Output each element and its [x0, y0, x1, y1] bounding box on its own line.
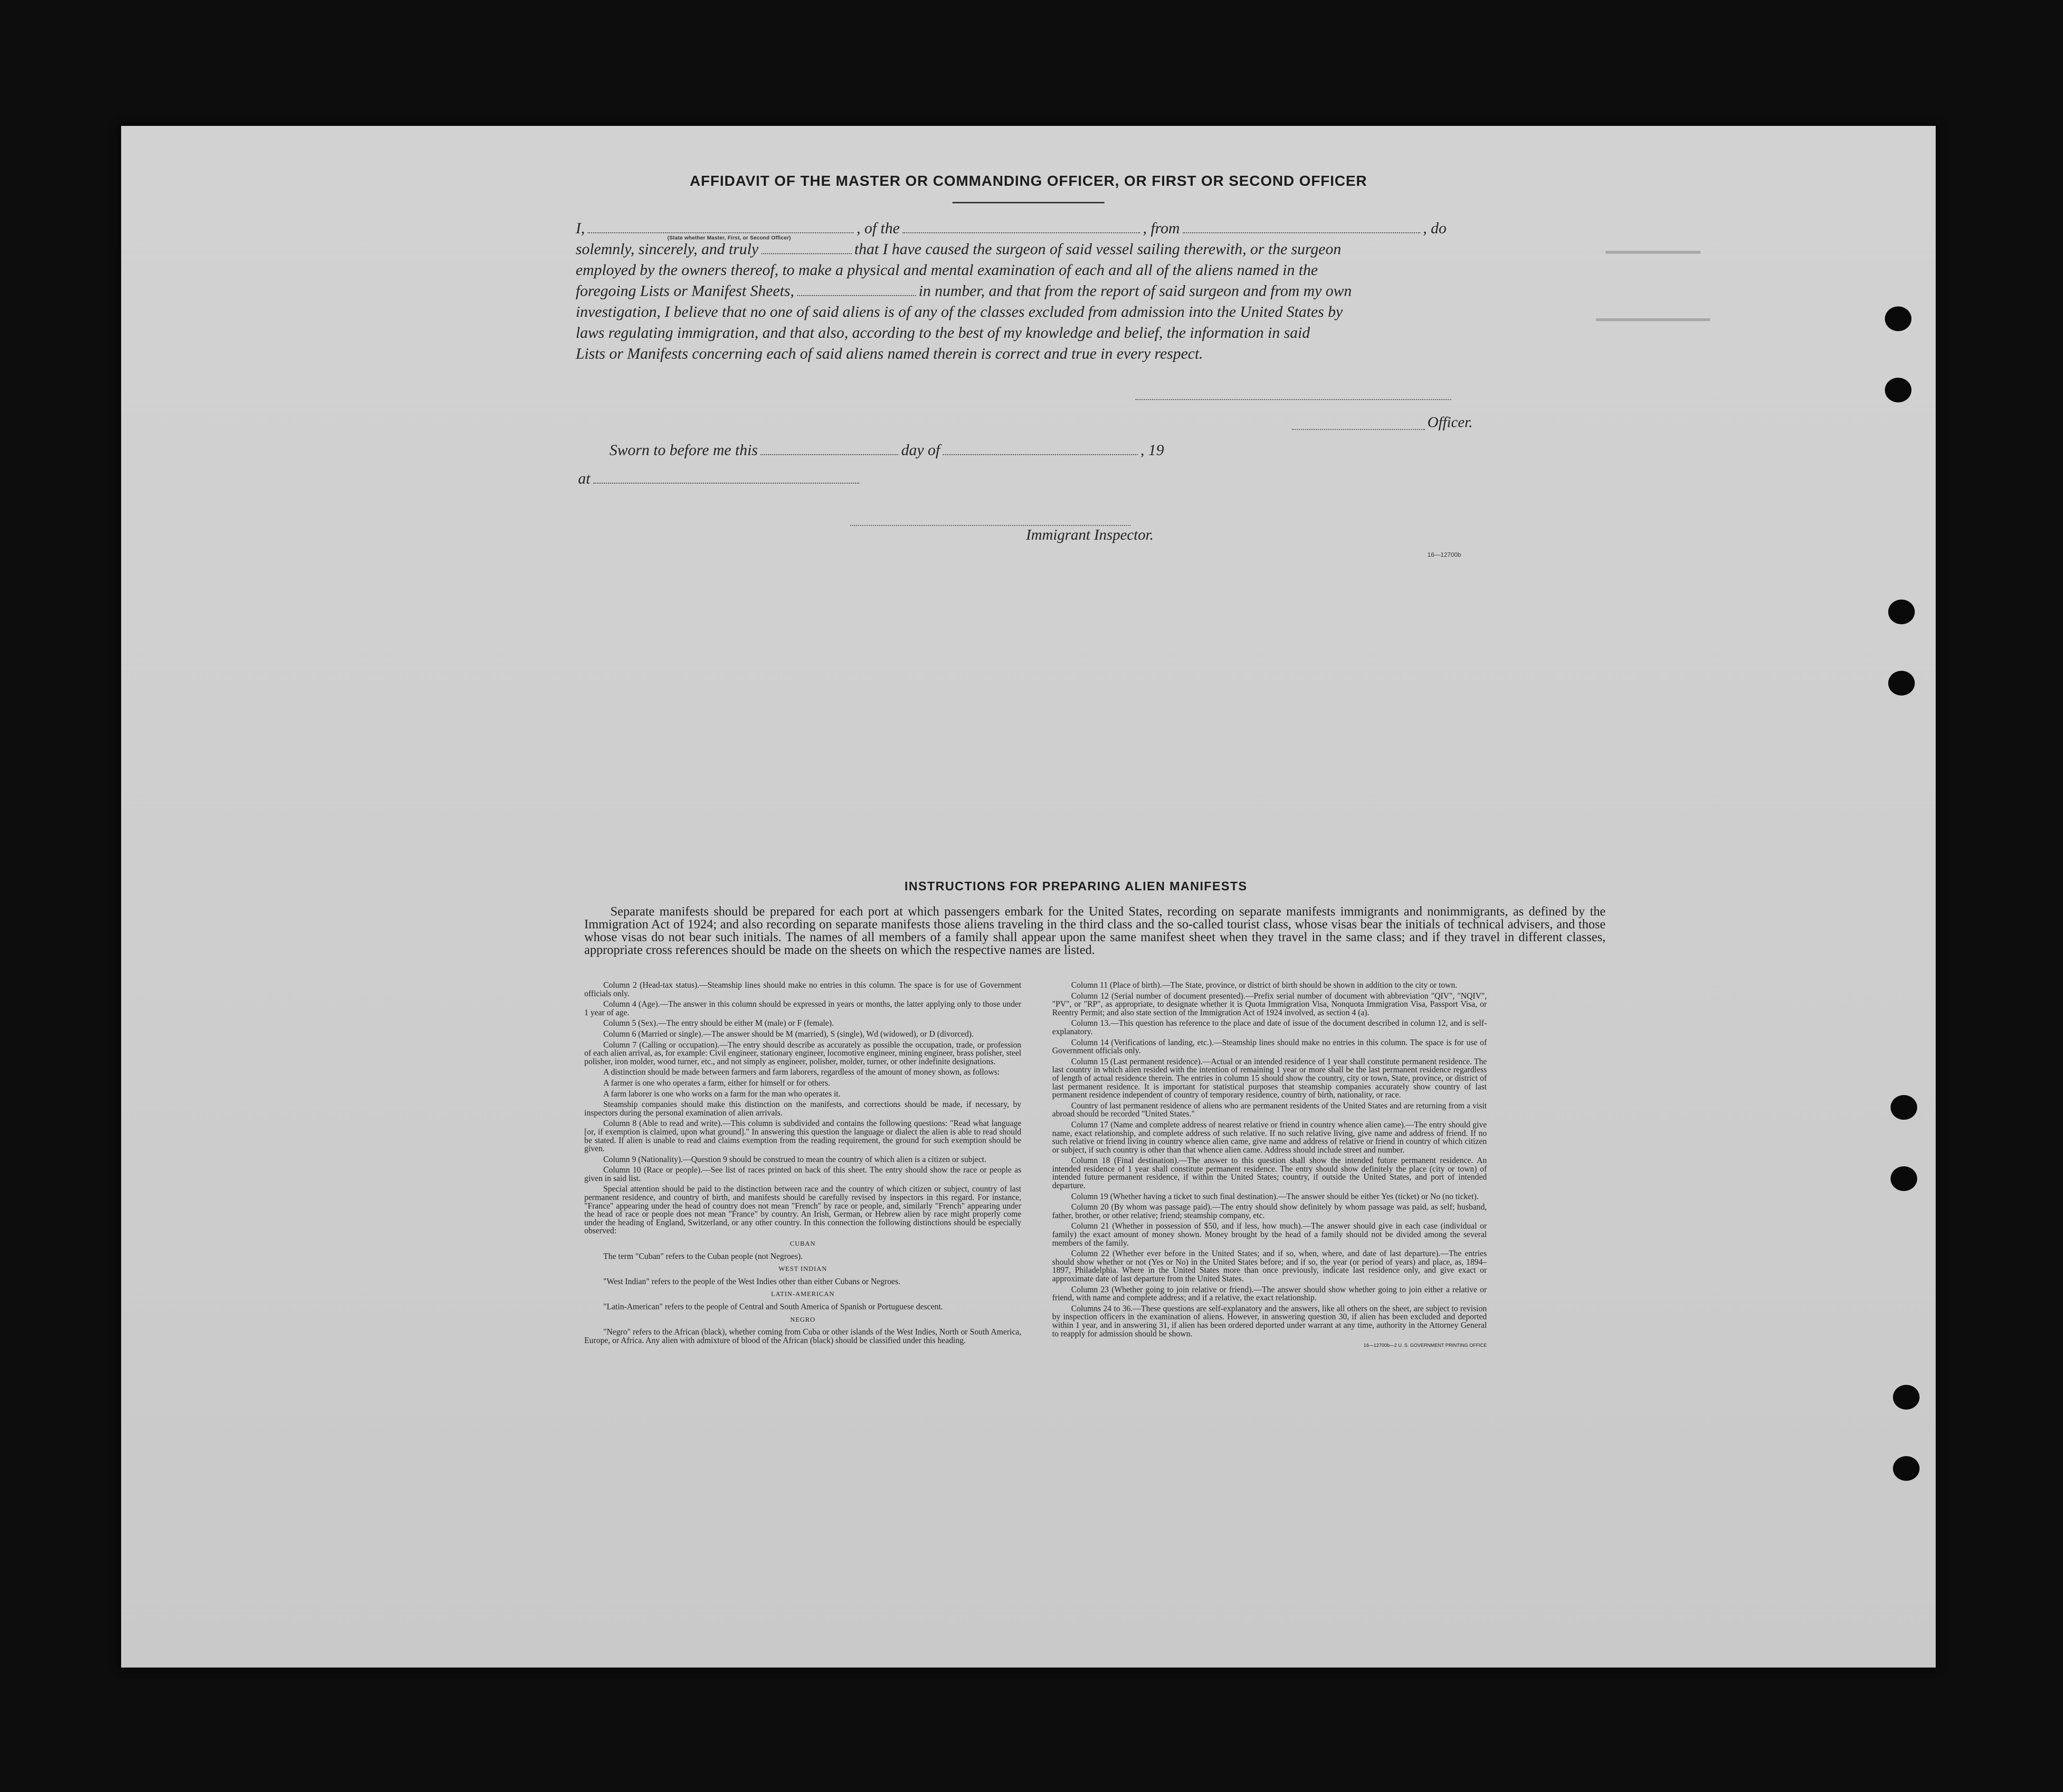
- blank-2: [761, 250, 852, 254]
- inspector-label: Immigrant Inspector.: [1026, 526, 1154, 543]
- title-rule: [952, 202, 1104, 203]
- right-paragraph: Column 11 (Place of birth).—The State, province, or district of birth should be shown in addition to the city or town.: [1071, 980, 1457, 990]
- affidavit-line-5: investigation, I believe that no one of said aliens is of any of the classes excluded from admission into the United States by: [576, 304, 1343, 321]
- sworn-day-blank: [761, 451, 898, 455]
- right-paragraph: Column 21 (Whether in possession of $50, and if less, how much).—The answer should give in each case (individual or family) the exact amount of money shown. Money brought by the head of a family should not be divided among the several members of the family.: [1052, 1221, 1487, 1248]
- right-paragraph: Column 15 (Last permanent residence).—Actual or an intended residence of 1 year shall constitute permanent residence. The last country in which alien resided with the intention of remaining 1 year or more shall be the last permanent residence regardless of length of actual residence therein. The entries in column 15 should show the country, city or town, State, province, or district of last permanent residence. It is important for statistical purposes that steamship companies accurately show country of last permanent residence independent of country of temporary residence, country of birth, nationality, or race.: [1052, 1056, 1487, 1100]
- right-paragraph: Column 19 (Whether having a ticket to such final destination).—The answer should be either Yes (ticket) or No (no ticket).: [1071, 1191, 1479, 1201]
- right-paragraph: Column 18 (Final destination).—The answer to this question shall show the intended future permanent residence. An intended residence of 1 year shall constitute permanent residence. The entry should show definitely the place (city or town) of intended future permanent residence, if within the United States; country, if outside the United States, and port of intended departure.: [1052, 1155, 1487, 1191]
- sworn-month-blank: [943, 451, 1138, 455]
- binder-hole: [1891, 1166, 1917, 1191]
- signature-line: [1135, 399, 1451, 400]
- binder-hole: [1893, 1385, 1920, 1410]
- heading-cuban: CUBAN: [789, 1240, 816, 1248]
- affidavit-line-3: employed by the owners thereof, to make a physical and mental examination of each and all of the aliens named in the: [576, 262, 1318, 279]
- text-west-indian: "West Indian" refers to the people of the West Indies other than either Cubans or Negroes.: [603, 1276, 901, 1286]
- right-paragraph: Column 23 (Whether going to join relative or friend).—The answer should show whether going to join either a relative or friend, with name and complete address; and if a relative, the exact relationship.: [1052, 1284, 1487, 1303]
- left-paragraph: Column 8 (Able to read and write).—This column is subdivided and contains the following questions: "Read what language [or, if exemption is claimed, upon what ground]." In answering this question the language or dialect the alien is able to read should be stated. If alien is unable to read and claims exemption from the reading requirement, the ground for such exemption should be given.: [584, 1118, 1021, 1153]
- margin-mark: [1606, 251, 1701, 254]
- affidavit-line-1: I, , of the , from , do: [576, 220, 1447, 237]
- text-negro: "Negro" refers to the African (black), whether coming from Cuba or other islands of the West Indies, North or South America, Europe, or Africa. Any alien with admixture of blood of the African (black) should be classified under this heading.: [584, 1327, 1021, 1345]
- left-paragraph: Column 4 (Age).—The answer in this column should be expressed in years or months, the latter applying only to those under 1 year of age.: [584, 999, 1021, 1017]
- binder-hole: [1885, 306, 1911, 331]
- left-paragraph: A farmer is one who operates a farm, either for himself or for others.: [603, 1077, 830, 1087]
- affidavit-line-4: foregoing Lists or Manifest Sheets, in number, and that from the report of said surgeon and from my own: [576, 283, 1352, 300]
- officer-label: Officer.: [1427, 413, 1473, 430]
- left-paragraph: Column 10 (Race or people).—See list of races printed on back of this sheet. The entry should show the race or people as given in said list.: [584, 1165, 1021, 1183]
- left-paragraph: Column 9 (Nationality).—Question 9 should be construed to mean the country of which alien is a citizen or subject.: [603, 1154, 987, 1164]
- binder-hole: [1888, 600, 1915, 624]
- affidavit-line-7: Lists or Manifests concerning each of said aliens named therein is correct and true in every respect.: [576, 345, 1203, 362]
- binder-hole: [1891, 1095, 1917, 1120]
- right-column: [1052, 981, 1487, 1353]
- left-paragraph: Column 6 (Married or single).—The answer should be M (married), S (single), Wd (widowed), or D (divorced).: [603, 1029, 974, 1039]
- form-code: 16—12700b: [1427, 551, 1461, 558]
- at-line: at: [578, 470, 1609, 488]
- heading-negro: NEGRO: [790, 1316, 816, 1324]
- heading-latin-american: LATIN-AMERICAN: [771, 1291, 835, 1298]
- left-paragraph: A distinction should be made between farmers and farm laborers, regardless of the amount of money shown, as follows:: [603, 1067, 1000, 1077]
- document-sheet: [121, 126, 1936, 1668]
- right-paragraph: Country of last permanent residence of aliens who are permanent residents of the United States and are returning from a visit abroad should be recorded "United States.": [1052, 1100, 1487, 1119]
- at-place-blank: [593, 480, 859, 484]
- left-paragraph: A farm laborer is one who works on a farm for the man who operates it.: [603, 1088, 841, 1098]
- text-latin-american: "Latin-American" refers to the people of Central and South America of Spanish or Portuguese descent.: [603, 1302, 943, 1311]
- right-paragraph: Column 20 (By whom was passage paid).—The entry should show definitely by whom passage was paid, as self; husband, father, brother, or other relative; friend; steamship company, etc.: [1052, 1202, 1487, 1220]
- left-paragraph: Column 2 (Head-tax status).—Steamship lines should make no entries in this column. The space is for use of Government officials only.: [584, 980, 1021, 998]
- heading-west-indian: WEST INDIAN: [778, 1266, 827, 1273]
- sheet-count-blank: [797, 292, 916, 296]
- right-paragraph: Column 22 (Whether ever before in the United States; and if so, when, where, and date of last departure).—The entries should show whether or not (Yes or No) in the United States before; and if so, the year (or period of years) and place, as, 1894–1897, Philadelphia. Where in the United States more than once previously, indicate last residence only, and give exact or approximate date of last departure from the United States.: [1052, 1249, 1487, 1283]
- right-paragraph: Column 17 (Name and complete address of nearest relative or friend in country whence alien came).—The entry should give name, exact relationship, and complete address of such relative. If no such relative living, give name and address of friend. If no such relative or friend living in country whence alien came, give name and address of relative or friend in country of which citizen or subject, if such country is other than that whence alien came. Address should include street and number.: [1052, 1119, 1487, 1154]
- instructions-title: INSTRUCTIONS FOR PREPARING ALIEN MANIFESTS: [904, 879, 1247, 893]
- left-paragraph: Special attention should be paid to the distinction between race and the country of which citizen or subject, country of last permanent residence, and country of birth, and manifests should be carefully revised by inspectors in this regard. For instance, "France" appearing under the head of country does not mean "French" by race or people, and, similarly "French" appearing under the head of race or people does not mean "France" by country. An Irish, German, or Hebrew alien by race might properly come under the heading of England, Switzerland, or any other country. In this connection the following distinctions should be especially observed:: [584, 1184, 1021, 1236]
- binder-hole: [1893, 1456, 1920, 1481]
- officer-name-blank: [588, 229, 854, 233]
- right-paragraph: Column 14 (Verifications of landing, etc.).—Steamship lines should make no entries in this column. The space is for use of Government officials only.: [1052, 1037, 1487, 1056]
- left-paragraph: Steamship companies should make this distinction on the manifests, and corrections should be made, if necessary, by inspectors during the personal examination of alien arrivals.: [584, 1099, 1021, 1117]
- right-paragraph: Column 13.—This question has reference to the place and date of issue of the document described in column 12, and is self-explanatory.: [1052, 1018, 1487, 1036]
- right-paragraph: Columns 24 to 36.—These questions are self-explanatory and the answers, like all others on the sheet, are subject to revision by inspection officers in the examination of aliens. However, in answering question 30, if alien has been excluded and deported within 1 year, and in answering 31, if alien has been ordered deported under warrant at any time, authority in the Attorney General to reapply for admission should be shown.: [1052, 1303, 1487, 1338]
- text-cuban: The term "Cuban" refers to the Cuban people (not Negroes).: [603, 1251, 803, 1261]
- left-paragraph: Column 5 (Sex).—The entry should be either M (male) or F (female).: [603, 1018, 834, 1028]
- right-paragraph: Column 12 (Serial number of document presented).—Prefix serial number of document with abbreviation "QIV", "NQIV", "PV", or "RP", as appropriate, to designate whether it is Quota Immigration Visa, Nonquota Immigration Visa, Passport Visa, or Reentry Permit; and also state section of the Immigration Act of 1924 involved, as section 4 (a).: [1052, 991, 1487, 1017]
- from-port-blank: [1183, 229, 1420, 233]
- margin-mark: [1596, 318, 1710, 321]
- affidavit-line-2: solemnly, sincerely, and truly that I have caused the surgeon of said vessel sailing therewith, or the surgeon: [576, 241, 1341, 258]
- left-column: [584, 981, 1021, 1347]
- sworn-line: Sworn to before me this day of , 19: [609, 442, 1164, 459]
- binder-hole: [1888, 671, 1915, 696]
- left-paragraph: Column 7 (Calling or occupation).—The entry should describe as accurately as possible the occupation, trade, or profession of each alien arrival, as, for example: Civil engineer, stationary engineer, locomotive engineer, mining engineer, brass polisher, steel polisher, iron molder, wood turner, etc., and not simply as engineer, polisher, molder, turner, or other indefinite designations.: [584, 1039, 1021, 1066]
- officer-line: [1292, 429, 1425, 430]
- footer-code: 16—12700b—2 U. S. GOVERNMENT PRINTING OFFICE: [1363, 1343, 1487, 1349]
- vessel-name-blank: [903, 229, 1140, 233]
- instructions-intro: Separate manifests should be prepared for each port at which passengers embark for the United States, recording on separate manifests immigrants and nonimmigrants, as defined by the Immigration Act of 1924; and also recording on separate manifests those aliens traveling in the third class and the so-called tourist class, whose visas bear the initials of technical advisers, and those whose visas do not bear such initials. The names of all members of a family shall appear upon the same manifest sheet when they travel in the same class; and if they travel in different classes, appropriate cross references should be made on the sheets on which the respective names are listed.: [584, 904, 1606, 957]
- affidavit-title: AFFIDAVIT OF THE MASTER OR COMMANDING OFFICER, OR FIRST OR SECOND OFFICER: [689, 172, 1368, 189]
- officer-caption: (State whether Master, First, or Second Officer): [667, 235, 791, 241]
- affidavit-line-6: laws regulating immigration, and that also, according to the best of my knowledge and belief, the information in said: [576, 324, 1310, 342]
- binder-hole: [1885, 378, 1911, 402]
